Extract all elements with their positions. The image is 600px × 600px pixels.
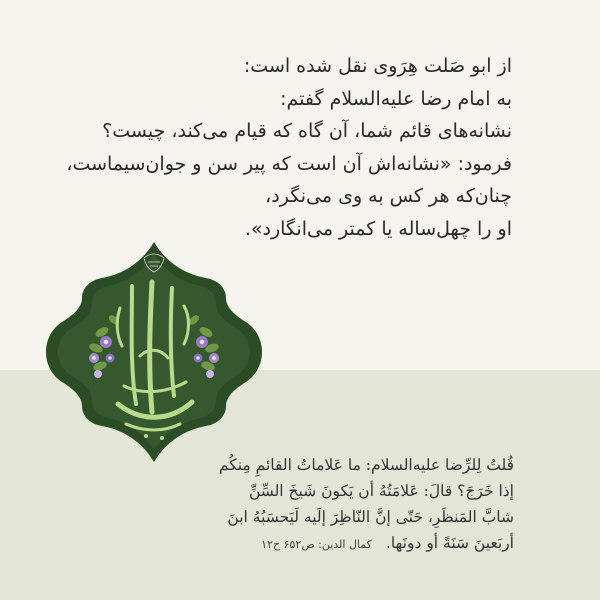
persian-line: او را چهل‌ساله یا کمتر می‌انگارد». — [244, 217, 512, 240]
persian-line: از ابو صَلت هِرَوی نقل شده است: — [243, 55, 512, 77]
persian-quote — [52, 50, 512, 245]
persian-line: فرمود: «نشانه‌اش آن است که پیر سن و جوان‌سیماست، — [66, 152, 512, 175]
source-citation: کمال الدین: ص۶۵۲ ح۱۲ — [261, 538, 372, 551]
arabic-line: إذا خَرَجَ؟ قالَ: عَلامَتُهُ أن یَکونَ شَیخَ السِّنِّ — [248, 482, 514, 500]
arabic-line: شابَّ المَنظَرِ، حَتّی إنَّ النّاظِرَ إلَیه لَیَحسَبُهُ ابنَ — [227, 508, 514, 526]
arabic-line — [134, 530, 514, 558]
arch-emblem-icon — [40, 236, 268, 468]
persian-line: چنان‌که هر کس به وی می‌نگرد، — [265, 185, 512, 207]
arabic-line-text: أربَعینَ سَنَةً أو دونَها. — [385, 534, 514, 552]
arabic-hadith — [134, 452, 514, 558]
persian-line: نشانه‌های قائم شما، آن گاه که قیام می‌کند، چیست؟ — [102, 120, 512, 142]
persian-line: به امام رضا علیه‌السلام گفتم: — [280, 87, 512, 110]
arabic-line: قُلتُ لِلرِّضا علیه‌السلام: ما عَلاماتُ القائمِ مِنکُم — [218, 456, 514, 474]
